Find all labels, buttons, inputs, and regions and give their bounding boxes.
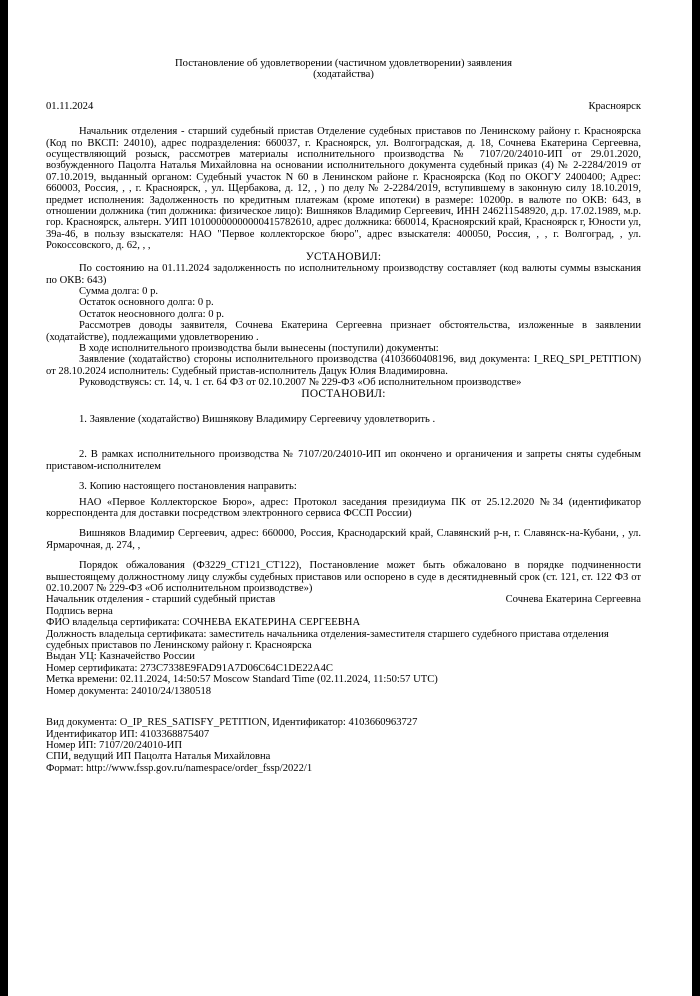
meta-type: Вид документа: O_IP_RES_SATISFY_PETITION, Идентификатор: 4103660963727 (46, 717, 418, 729)
document-date: 01.11.2024 (46, 100, 94, 112)
documents-intro: В ходе исполнительного производства были вынесены (поступили) документы: (79, 342, 439, 354)
heading-resolved: ПОСТАНОВИЛ: (301, 387, 386, 400)
debt-statement: По состоянию на 01.11.2024 задолженность по исполнительному производству составляет (код валюты суммы взыскания по ОКВ: 643) (46, 263, 641, 286)
cert-issuer: Выдан УЦ: Казначейство России (46, 651, 195, 663)
metadata-block (46, 717, 641, 774)
meta-spi: СПИ, ведущий ИП Пацолта Наталья Михайловна (46, 751, 271, 763)
debt-other: Остаток неосновного долга: 0 р. (79, 308, 225, 320)
cert-time: Метка времени: 02.11.2024, 14:50:57 Moscow Standard Time (02.11.2024, 11:50:57 UTC) (46, 674, 438, 686)
document-content (46, 58, 641, 774)
signature-verified: Подпись верна (46, 605, 113, 617)
meta-ip-id: Идентификатор ИП: 4103368875407 (46, 728, 210, 740)
signer-name: Сочнева Екатерина Сергеевна (505, 594, 641, 606)
debt-main: Остаток основного долга: 0 р. (79, 297, 214, 309)
signature-block (46, 606, 641, 697)
signature-row (46, 594, 641, 605)
meta-format: Формат: http://www.fssp.gov.ru/namespace/order_fssp/2022/1 (46, 762, 313, 774)
recipient-2: Вишняков Владимир Сергеевич, адрес: 660000, Россия, Краснодарский край, Славянский р-н, г. Славянск-на-Кубани, , ул. Ярмарочная, д. 274, , (46, 528, 641, 551)
heading-established: УСТАНОВИЛ: (305, 250, 382, 263)
signer-position: Начальник отделения - старший судебный пристав (46, 594, 276, 606)
appeal-paragraph: Порядок обжалования (ФЗ229_СТ121_СТ122), Постановление может быть обжаловано в порядке подчиненности вышестоящему должностному лицу службы судебных приставов или оспорено в суде в десятидневный срок (ст. 121, ст. 122 ФЗ от 02.10.2007 № 229-ФЗ «Об исполнительном производстве») (46, 560, 641, 595)
documents-item: Заявление (ходатайство) стороны исполнительного производства (4103660408196, вид документа: I_REQ_SPI_PETITION) от 28.10.2024 исполнитель: Судебный пристав-исполнитель Дацук Юлия Владимировна. (46, 354, 641, 377)
cert-number: Номер сертификата: 273C7338E9FAD91A7D06C64C1DE22A4C (46, 662, 333, 674)
guided-paragraph: Руководствуясь: ст. 14, ч. 1 ст. 64 ФЗ от 02.10.2007 № 229-ФЗ «Об исполнительном производстве» (79, 377, 522, 389)
document-title: Постановление об удовлетворении (частичном удовлетворении) заявления (ходатайства) (175, 58, 512, 81)
intro-paragraph: Начальник отделения - старший судебный пристав Отделение судебных приставов по Ленинскому району г. Красноярска (Код по ВКСП: 24010), адрес подразделения: 660037, г. Красноярск, ул. Волгоградская, д. 18, Сочнева Екатерина Сергеевна, осуществляющий розыск, рассмотрев материалы исполнительного производства № 7107/20/24010-ИП от 29.01.2020, возбужденного Пацолта Наталья Михайловна на основании исполнительного документа судебный приказ (4) № 2-2284/2019 от 07.10.2019, выданный органом: Судебный участок N 60 в Ленинском районе г. Красноярска (Код по ОКОГУ 2400400; Адрес: 660003, Россия, , , г. Красноярск, , ул. Щербакова, д. 12, , ) по делу № 2-2284/2019, вступившему в законную силу 18.10.2019, предмет исполнения: Задолженность по кредитным платежам (кроме ипотеки) в размере: 10200р. в валюте по ОКВ: 643, в отношении должника (тип должника: физическое лицо): Вишняков Владимир Сергеевич, ИНН 246211548920, д.р. 17.02.1989, м.р. гор. Красноярск, альтерн. УИП 10100000000000415782610, адрес должника: 660014, Красноярский край, Красноярск г, Юности ул, 39а-46, в пользу взыскателя: НАО "Первое коллекторское бюро", адрес взыскателя: 400050, Россия, , , г. Волгоград, , ул. Рокоссовского, д. 62, , , (46, 126, 641, 252)
resolution-item-2: 2. В рамках исполнительного производства № 7107/20/24010-ИП ип окончено и органичения и запреты сняты судебным приставом-исполнителем (46, 449, 641, 472)
date-city-row (46, 101, 641, 112)
cert-position: Должность владельца сертификата: заместитель начальника отделения-заместителя старшего судебного пристава отделения судебных приставов по Ленинскому району г. Красноярска (46, 628, 609, 652)
resolution-item-1: 1. Заявление (ходатайство) Вишнякову Владимиру Сергеевичу удовлетворить . (79, 413, 436, 425)
cert-owner: ФИО владельца сертификата: СОЧНЕВА ЕКАТЕРИНА СЕРГЕЕВНА (46, 617, 361, 629)
resolution-item-3: 3. Копию настоящего постановления направить: (79, 481, 297, 493)
meta-ip-number: Номер ИП: 7107/20/24010-ИП (46, 739, 182, 751)
document-page (8, 0, 692, 996)
doc-number: Номер документа: 24010/24/1380518 (46, 685, 212, 697)
recipient-1: НАО «Первое Коллекторское Бюро», адрес: Протокол заседания президиума ПК от 25.12.2020 №34 (идентификатор корреспондента для доставки посредством электронного сервиса ФССП России) (46, 496, 641, 519)
debt-sum: Сумма долга: 0 р. (79, 285, 159, 297)
considered-paragraph: Рассмотрев доводы заявителя, Сочнева Екатерина Сергеевна признает обстоятельства, изложенные в заявлении (ходатайстве), подлежащими удовлетворению . (46, 320, 641, 343)
document-city: Красноярск (588, 100, 641, 112)
